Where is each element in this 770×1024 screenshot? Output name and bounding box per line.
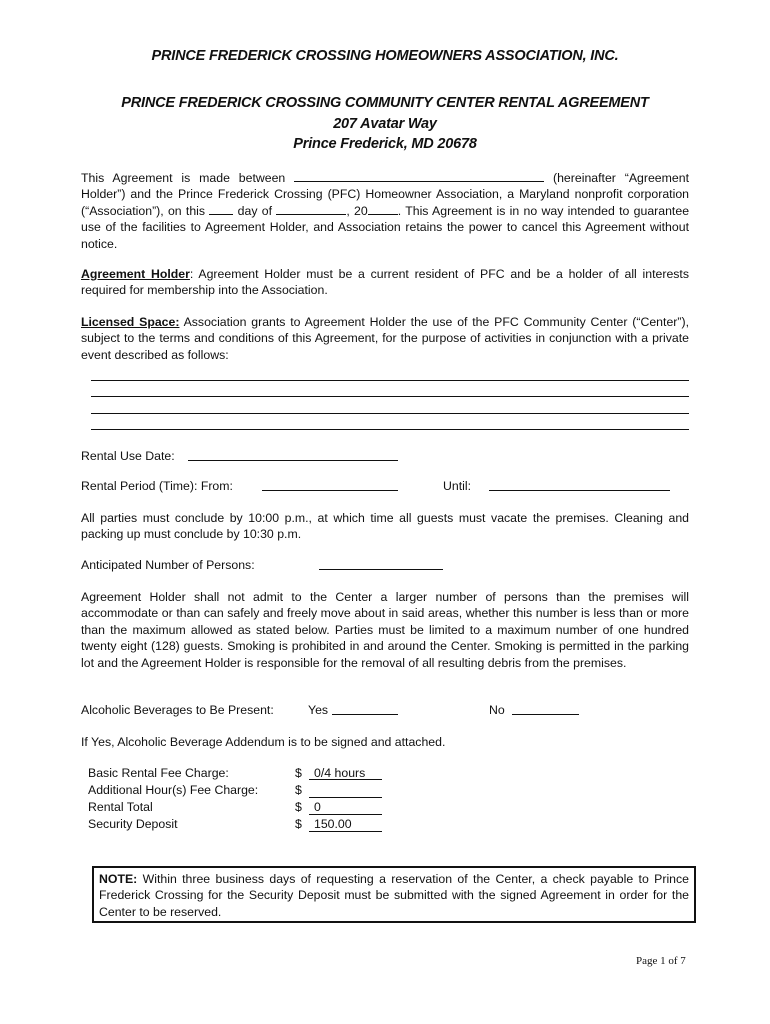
- intro-text-2: (hereinafter “Agreement Holder”) and the Prince Frederick Crossing (PFC) Homeowner Association, a Maryland nonprofit corporation (“Association”), on this: [81, 171, 689, 218]
- rental-until-field[interactable]: [489, 490, 670, 491]
- intro-text-3: day of: [237, 203, 273, 218]
- association-name: PRINCE FREDERICK CROSSING HOMEOWNERS ASSOCIATION, INC.: [151, 48, 619, 64]
- rental-until-label: Until:: [443, 479, 472, 493]
- intro-text-5: . This Agreement is in no way intended to guarantee use of the facilities to Agreement Holder, and Association retains the power to cancel this Agreement without notice.: [81, 203, 690, 251]
- page-number: Page 1 of 7: [636, 955, 686, 967]
- alcohol-no-label: No: [489, 703, 505, 717]
- fee-underline-deposit: [309, 831, 382, 832]
- fee-value-basic[interactable]: 0/4 hours: [314, 766, 366, 780]
- rental-period-label: Rental Period (Time): From:: [81, 479, 233, 493]
- fee-value-total[interactable]: 0: [314, 800, 321, 814]
- alcohol-addendum-text: If Yes, Alcoholic Beverage Addendum is to be signed and attached.: [81, 735, 446, 749]
- persons-field[interactable]: [319, 569, 443, 570]
- conclude-paragraph: All parties must conclude by 10:00 p.m., at which time all guests must vacate the premises. Cleaning and packing up must conclude by 10:30 p.m.: [81, 511, 689, 542]
- address-line-1: 207 Avatar Way: [333, 116, 437, 132]
- alcohol-no-field[interactable]: [512, 714, 579, 715]
- intro-text-1: This Agreement is made between: [81, 171, 286, 185]
- agreement-holder-text: : Agreement Holder must be a current resident of PFC and be a holder of all interests required for membership into the Association.: [81, 267, 689, 298]
- agreement-holder-name-field[interactable]: [294, 170, 544, 182]
- address-line-2: Prince Frederick, MD 20678: [293, 136, 477, 152]
- agreement-holder-heading: Agreement Holder: [81, 267, 190, 281]
- year-field[interactable]: [368, 203, 398, 215]
- day-field[interactable]: [209, 203, 233, 215]
- rental-use-date-label: Rental Use Date:: [81, 449, 175, 463]
- persons-label: Anticipated Number of Persons:: [81, 558, 255, 572]
- intro-paragraph: [81, 170, 689, 252]
- fee-currency-total: $: [295, 800, 302, 814]
- alcohol-label: Alcoholic Beverages to Be Present:: [81, 703, 274, 717]
- event-description-line-3[interactable]: [91, 413, 689, 414]
- fee-label-deposit: Security Deposit: [88, 817, 178, 831]
- fee-value-deposit[interactable]: 150.00: [314, 817, 352, 831]
- note-text: Within three business days of requesting a reservation of the Center, a check payable to Prince Frederick Crossing for the Security Deposit must be submitted with the signed Agreement in order for the Center to be reserved.: [99, 872, 689, 919]
- intro-text-4: , 20: [346, 203, 368, 218]
- fee-label-total: Rental Total: [88, 800, 153, 814]
- alcohol-yes-label: Yes: [308, 703, 329, 717]
- note-label: NOTE:: [99, 872, 138, 886]
- fee-label-additional: Additional Hour(s) Fee Charge:: [88, 783, 259, 797]
- fee-underline-basic: [309, 779, 382, 780]
- note-box: [92, 866, 696, 923]
- fee-underline-total: [309, 814, 382, 815]
- rental-from-field[interactable]: [262, 490, 398, 491]
- fee-currency-deposit: $: [295, 817, 302, 831]
- fee-label-basic: Basic Rental Fee Charge:: [88, 766, 229, 780]
- month-field[interactable]: [276, 203, 346, 215]
- document-title: PRINCE FREDERICK CROSSING COMMUNITY CENTER RENTAL AGREEMENT: [121, 95, 649, 111]
- fee-currency-additional: $: [295, 783, 302, 797]
- licensed-space-text: Association grants to Agreement Holder the use of the PFC Community Center (“Center”), subject to the terms and conditions of this Agreement, for the purpose of activities in conjunction with a private event described as follows:: [81, 315, 689, 362]
- capacity-paragraph: Agreement Holder shall not admit to the Center a larger number of persons than the premises will accommodate or than can safely and freely move about in said areas, whether this number is less than or more than the maximum allowed as stated below. Parties must be limited to a maximum number of one hundred twenty eight (128) guests. Smoking is prohibited in and around the Center. Smoking is permitted in the parking lot and the Agreement Holder is responsible for the removal of all resulting debris from the premises.: [81, 590, 689, 670]
- licensed-space-paragraph: [81, 314, 689, 363]
- event-description-line-2[interactable]: [91, 396, 689, 397]
- event-description-line-1[interactable]: [91, 380, 689, 381]
- rental-use-date-field[interactable]: [188, 460, 398, 461]
- alcohol-yes-field[interactable]: [332, 714, 398, 715]
- agreement-holder-paragraph: [81, 266, 689, 299]
- fee-currency-basic: $: [295, 766, 302, 780]
- licensed-space-heading: Licensed Space:: [81, 315, 180, 329]
- fee-underline-additional: [309, 797, 382, 798]
- event-description-line-4[interactable]: [91, 429, 689, 430]
